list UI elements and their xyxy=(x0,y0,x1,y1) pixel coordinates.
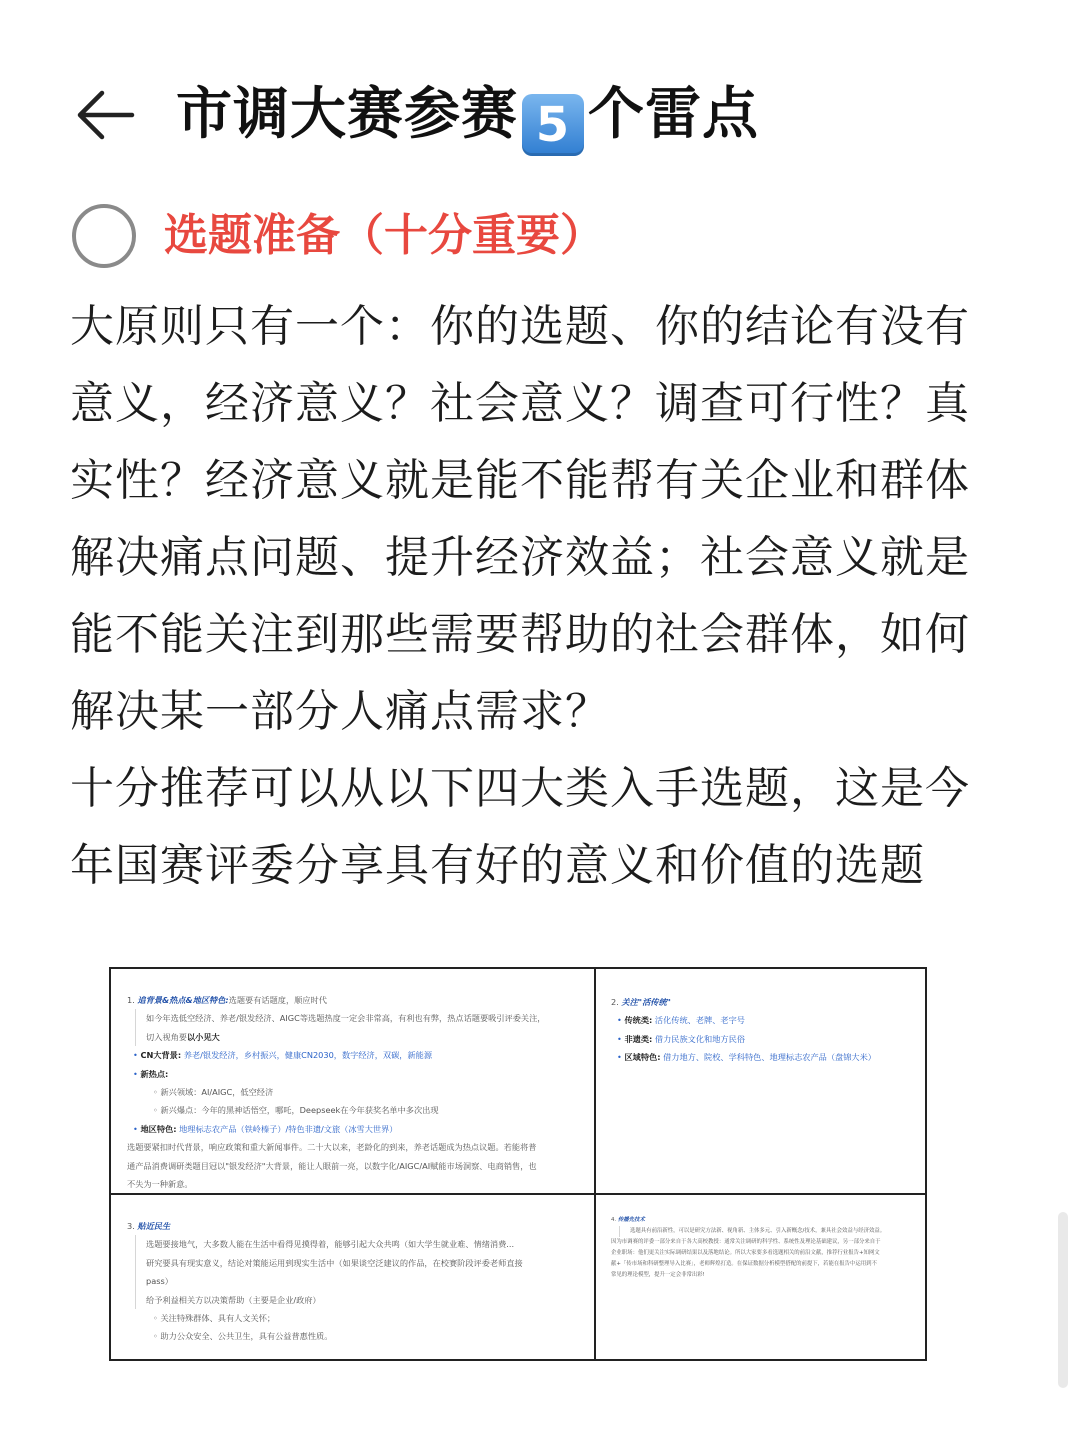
c1-para-line2: 通产品消费调研类题目冠以"银发经济"大背景，能让人眼前一亮，以数字化/AIGC/AI赋能市场洞察、电商销售，也 xyxy=(127,1160,537,1171)
c1-sub2: 新兴爆点：今年的黑神话悟空，哪吒，Deepseek在今年获奖名单中多次出现 xyxy=(160,1105,439,1116)
c4-line4: 献+「传市场和科研整理导入比赛」，老师辉煌打造。在保证数据分析模型搭配的前提下，若能在报告中运用到不 xyxy=(611,1261,877,1267)
c4-num: 4. xyxy=(611,1217,617,1223)
c3-line1: 选题要接地气，大多数人能在生活中看得见摸得着，能够引起大众共鸣（如大学生就业难、情绪消费... xyxy=(146,1239,515,1250)
c4-line3: 企业职场：他们更关注实际调研结果以及落地结论。所以大家要多看选题相关的前沿文献，推荐行业报告+知网文 xyxy=(611,1250,880,1256)
c3-line3: pass） xyxy=(146,1276,173,1287)
embedded-document-image xyxy=(109,967,927,1361)
c2-num: 2. xyxy=(611,997,619,1007)
c1-bullet1-text: 养老/银发经济，乡村振兴，健康CN2030，数字经济，双碳，新能源 xyxy=(183,1050,433,1061)
c2-item2-label: 非遗类: xyxy=(624,1033,653,1044)
paragraph-recommendation: 十分推荐可以从以下四大类入手选题，这是今年国赛评委分享具有好的意义和价值的选题 xyxy=(70,763,970,891)
section-heading xyxy=(72,204,972,270)
c1-bullet1-label: CN大背景: xyxy=(140,1050,182,1061)
c3-sub1: 关注特殊群体、具有人文关怀； xyxy=(160,1313,276,1324)
number-badge: 5 xyxy=(522,94,584,156)
c2-item3-text: 借力地方、院校、学科特色、地理标志农产品（盘锦大米） xyxy=(663,1052,876,1063)
c1-sub1: 新兴领域：AI/AIGC，低空经济 xyxy=(160,1087,274,1098)
c2-item1-text: 活化传统、老牌、老字号 xyxy=(654,1015,745,1026)
c3-line2: 研究要具有现实意义，结论对策能运用到现实生活中（如果谈空泛建议的作品，在校赛阶段评委老师直接 xyxy=(146,1257,523,1268)
c2-heading: 关注"活传统" xyxy=(621,997,671,1007)
c1-bullet3-text: 地理标志农产品（铁岭榛子）/特色非遗/文旅（冰雪大世界） xyxy=(179,1123,398,1134)
page-title xyxy=(176,78,759,156)
c3-line4: 给予利益相关方以决策帮助（主要是企业/政府） xyxy=(146,1294,321,1305)
c4-line2: 因为市调赛的评委一部分来自于各大高校教授：通常关注调研的科学性、系统性及理论基础建议，另一部分来自于 xyxy=(611,1239,881,1245)
c2-item3-label: 区域特色: xyxy=(624,1052,661,1063)
body-text xyxy=(70,288,1010,904)
quadrant-background-hotspots: 1. 追背景&热点&地区特色:选题要有话题度，顺应时代 如今年选低空经济、养老/银发经济、AIGC等选题热度一定会非常高，有利也有弊，热点话题要吸引评委关注， 切入视角要以小见大 • CN大背景: 养老/银发经济，乡村振兴，健康CN2030，数字经济，双碳，新能源 • 新热点: ◦ 新兴领域：AI/AIGC，低空经济 ◦ 新兴爆点：今年的黑神话悟空，哪吒，Deepseek在今年获奖名单中多次出现 • 地区特色: 地理标志农产品（铁岭榛子）/特色非遗/文旅（冰雪大世界） 选题要紧扣时代背景，响应政策和重大新闻事件。二十大以来，老龄化的到来，养老话题成为热点议题。若能将普 通产品消费调研类题目冠以"银发经济"大背景，能让人眼前一亮，以数字化/AIGC/AI赋能市场洞察、电商销售，也 不失为一种新意。 xyxy=(127,991,579,1193)
vertical-divider xyxy=(594,969,596,1359)
c1-num: 1. xyxy=(127,995,135,1005)
title-prefix: 市调大赛参赛 xyxy=(176,82,518,147)
c3-num: 3. xyxy=(127,1221,135,1231)
quadrant-frontier-tech xyxy=(611,1215,911,1281)
c1-para-line3: 不失为一种新意。 xyxy=(127,1179,193,1190)
c3-heading: 贴近民生 xyxy=(137,1221,171,1231)
c4-line1: 选题具有前沿新性，可以是研究方法新、视角新、主体多元、引入新概念/技术，兼具社会效益与经济效益。 xyxy=(619,1226,911,1237)
paragraph-principle: 大原则只有一个：你的选题、你的结论有没有意义，经济意义？社会意义？调查可行性？真实性？经济意义就是能不能帮有关企业和群体解决痛点问题、提升经济效益；社会意义就是能不能关注到那些需要帮助的社会群体，如何解决某一部分人痛点需求？ xyxy=(70,301,970,737)
title-suffix: 个雷点 xyxy=(588,82,759,147)
c4-heading: 传播先技术 xyxy=(617,1217,645,1223)
c2-item1-label: 传统类: xyxy=(624,1015,653,1026)
c1-intro2-bold: 以小见大 xyxy=(186,1031,220,1042)
section-title: 选题准备（十分重要） xyxy=(164,210,604,261)
c1-intro2: 切入视角要 xyxy=(146,1031,187,1042)
header xyxy=(0,70,1080,160)
c1-bullet2-label: 新热点: xyxy=(140,1068,169,1079)
c1-heading: 追背景&热点&地区特色: xyxy=(137,995,229,1005)
c3-sub2: 助力公众安全、公共卫生，具有公益普惠性质。 xyxy=(160,1331,333,1342)
quadrant-livelihood: 3. 贴近民生 选题要接地气，大多数人能在生活中看得见摸得着，能够引起大众共鸣（如大学生就业难、情绪消费... 研究要具有现实意义，结论对策能运用到现实生活中（如果谈空泛建议的作品，在校赛阶段评委老师直接 pass） 给予利益相关方以决策帮助（主要是企业/政府） ◦ 关注特殊群体、具有人文关怀； ◦ 助力公众安全、公共卫生，具有公益普惠性质。 xyxy=(127,1217,579,1346)
c1-para-line1: 选题要紧扣时代背景，响应政策和重大新闻事件。二十大以来，老龄化的到来，养老话题成为热点议题。若能将普 xyxy=(127,1142,537,1153)
quadrant-living-tradition: 2. 关注"活传统" • 传统类: 活化传统、老牌、老字号 • 非遗类: 借力民族文化和地方民俗 • 区域特色: 借力地方、院校、学科特色、地理标志农产品（盘锦大米） xyxy=(611,997,876,1063)
c1-intro-line: 如今年选低空经济、养老/银发经济、AIGC等选题热度一定会非常高，有利也有弊，热点话题要吸引评委关注， xyxy=(146,1013,546,1024)
scrollbar[interactable] xyxy=(1058,1212,1068,1388)
c2-item2-text: 借力民族文化和地方民俗 xyxy=(654,1033,745,1044)
c1-bullet3-label: 地区特色: xyxy=(140,1123,177,1134)
c1-heading-desc: 选题要有话题度，顺应时代 xyxy=(228,995,327,1005)
circle-icon xyxy=(72,204,136,268)
back-arrow-icon[interactable] xyxy=(72,82,138,148)
c4-line5: 常见的理论模型，提升一定会非常出彩! xyxy=(611,1272,705,1278)
